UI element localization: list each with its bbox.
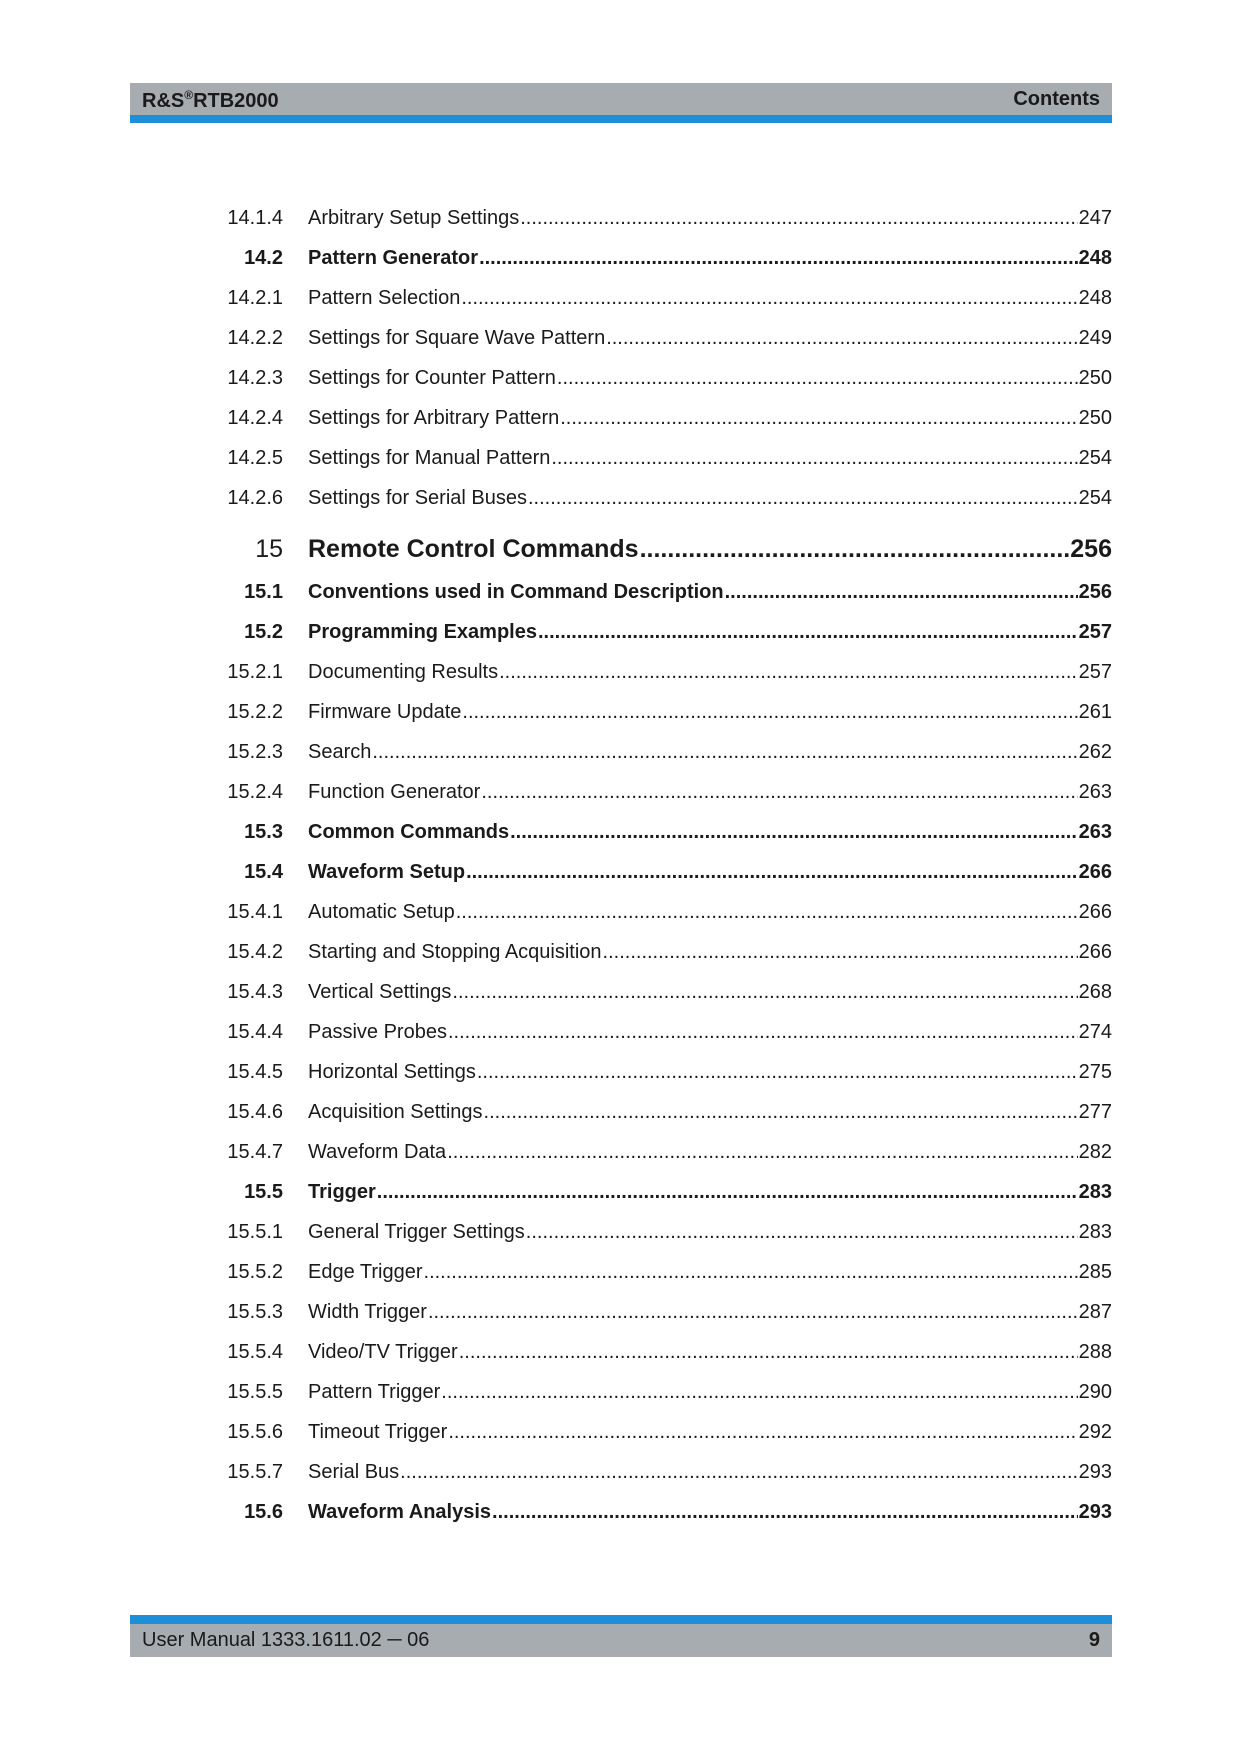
toc-entry-page[interactable]: 287: [1078, 1301, 1112, 1323]
toc-entry-number: 15.2.1: [227, 661, 283, 683]
toc-leader-dots: [640, 526, 1070, 572]
toc-leader-dots: [484, 1092, 1078, 1132]
toc-entry-number: 15.4.2: [227, 941, 283, 963]
toc-leader-dots: [603, 932, 1078, 972]
toc-entry[interactable]: [130, 1172, 1112, 1212]
toc-entry-page[interactable]: 290: [1078, 1381, 1112, 1403]
toc-entry-page[interactable]: 288: [1078, 1341, 1112, 1363]
toc-entry[interactable]: [130, 932, 1112, 972]
toc-entry-title[interactable]: Waveform Setup: [308, 861, 466, 883]
toc-entry-page[interactable]: 293: [1078, 1461, 1112, 1483]
toc-entry-page[interactable]: 261: [1078, 701, 1112, 723]
toc-entry[interactable]: [130, 358, 1112, 398]
toc-entry[interactable]: [130, 692, 1112, 732]
toc-leader-dots: [510, 812, 1078, 852]
toc-entry[interactable]: [130, 852, 1112, 892]
toc-entry-title[interactable]: Acquisition Settings: [308, 1101, 483, 1123]
toc-entry-page[interactable]: 293: [1078, 1501, 1112, 1523]
toc-entry-number: 15.1: [244, 581, 283, 603]
toc-entry-page[interactable]: 248: [1078, 247, 1112, 269]
toc-entry-title[interactable]: Function Generator: [308, 781, 481, 803]
toc-entry-title[interactable]: Settings for Manual Pattern: [308, 447, 551, 469]
toc-entry[interactable]: [130, 1372, 1112, 1412]
toc-entry-page[interactable]: 275: [1078, 1061, 1112, 1083]
toc-entry-page[interactable]: 263: [1078, 821, 1112, 843]
toc-entry-page[interactable]: 285: [1078, 1261, 1112, 1283]
toc-entry-title[interactable]: Remote Control Commands: [308, 535, 639, 563]
toc-entry-title[interactable]: Documenting Results: [308, 661, 499, 683]
toc-entry[interactable]: [130, 732, 1112, 772]
toc-entry-page[interactable]: 283: [1078, 1181, 1112, 1203]
toc-entry-page[interactable]: 254: [1078, 487, 1112, 509]
toc-entry[interactable]: [130, 1132, 1112, 1172]
toc-entry-title[interactable]: Settings for Arbitrary Pattern: [308, 407, 560, 429]
toc-entry-page[interactable]: 250: [1078, 407, 1112, 429]
toc-entry[interactable]: [130, 1292, 1112, 1332]
toc-entry[interactable]: [130, 478, 1112, 518]
toc-entry-title[interactable]: Starting and Stopping Acquisition: [308, 941, 602, 963]
toc-entry-title[interactable]: Waveform Data: [308, 1141, 447, 1163]
toc-entry[interactable]: [130, 198, 1112, 238]
toc-entry-page[interactable]: 256: [1078, 581, 1112, 603]
toc-entry-page[interactable]: 263: [1078, 781, 1112, 803]
toc-entry[interactable]: [130, 892, 1112, 932]
toc-leader-dots: [448, 1012, 1078, 1052]
toc-entry-number: 15.5: [244, 1181, 283, 1203]
toc-leader-dots: [725, 572, 1078, 612]
toc-entry-title[interactable]: Passive Probes: [308, 1021, 447, 1043]
toc-entry-title[interactable]: Pattern Trigger: [308, 1381, 441, 1403]
toc-entry-number: 15.6: [244, 1501, 283, 1523]
toc-entry-title[interactable]: Waveform Analysis: [308, 1501, 492, 1523]
toc-entry-number: 15.5.5: [227, 1381, 283, 1403]
toc-entry[interactable]: [130, 612, 1112, 652]
footer-page-number: 9: [1088, 1629, 1100, 1651]
toc-entry[interactable]: [130, 812, 1112, 852]
toc-entry-number: 14.2.5: [227, 447, 283, 469]
toc-entry-number: 15.2.2: [227, 701, 283, 723]
toc-entry[interactable]: [130, 438, 1112, 478]
toc-entry-title[interactable]: Settings for Counter Pattern: [308, 367, 556, 389]
toc-entry-page[interactable]: 283: [1078, 1221, 1112, 1243]
toc-entry[interactable]: [130, 772, 1112, 812]
header-product-name: R&S®RTB2000: [142, 88, 279, 112]
toc-entry-page[interactable]: 266: [1078, 861, 1112, 883]
toc-entry-title[interactable]: Arbitrary Setup Settings: [308, 207, 520, 229]
toc-leader-dots: [479, 238, 1078, 278]
toc-entry-number: 15.2: [244, 621, 283, 643]
toc-entry-title[interactable]: Pattern Selection: [308, 287, 461, 309]
toc-leader-dots: [462, 692, 1077, 732]
toc-leader-dots: [456, 892, 1078, 932]
toc-entry-number: 14.2.3: [227, 367, 283, 389]
toc-entry-number: 15.5.1: [227, 1221, 283, 1243]
toc-entry-number: 15.4.4: [227, 1021, 283, 1043]
toc-entry-page[interactable]: 254: [1078, 447, 1112, 469]
table-of-contents: [130, 198, 1112, 1532]
toc-entry-number: 14.2: [244, 247, 283, 269]
toc-entry[interactable]: [130, 652, 1112, 692]
toc-leader-dots: [520, 198, 1077, 238]
toc-entry-title[interactable]: Video/TV Trigger: [308, 1341, 458, 1363]
toc-entry-number: 15.4: [244, 861, 283, 883]
toc-leader-dots: [377, 1172, 1078, 1212]
toc-leader-dots: [481, 772, 1077, 812]
footer-manual-id: User Manual 1333.1611.02 ─ 06: [142, 1629, 430, 1651]
toc-entry-number: 15.4.7: [227, 1141, 283, 1163]
toc-entry-page[interactable]: 262: [1078, 741, 1112, 763]
toc-entry-number: 14.2.2: [227, 327, 283, 349]
toc-entry-title[interactable]: Programming Examples: [308, 621, 537, 643]
toc-entry[interactable]: [130, 1052, 1112, 1092]
toc-leader-dots: [557, 358, 1078, 398]
toc-entry-title[interactable]: Width Trigger: [308, 1301, 427, 1323]
toc-entry-page[interactable]: 266: [1078, 941, 1112, 963]
toc-entry-number: 15.5.4: [227, 1341, 283, 1363]
toc-entry-number: 15.4.5: [227, 1061, 283, 1083]
toc-leader-dots: [538, 612, 1078, 652]
toc-entry-number: 15: [255, 535, 283, 563]
toc-entry-title[interactable]: Conventions used in Command Description: [308, 581, 724, 603]
toc-leader-dots: [400, 1452, 1077, 1492]
toc-entry-page[interactable]: 257: [1078, 661, 1112, 683]
toc-entry-number: 15.4.3: [227, 981, 283, 1003]
toc-entry-page[interactable]: 247: [1078, 207, 1112, 229]
toc-entry[interactable]: [130, 526, 1112, 572]
toc-leader-dots: [428, 1292, 1078, 1332]
toc-entry[interactable]: [130, 972, 1112, 1012]
header-section-title: Contents: [1013, 88, 1100, 110]
toc-entry-title[interactable]: General Trigger Settings: [308, 1221, 525, 1243]
toc-entry[interactable]: [130, 1252, 1112, 1292]
toc-leader-dots: [447, 1132, 1077, 1172]
toc-entry-title[interactable]: Timeout Trigger: [308, 1421, 448, 1443]
toc-entry-number: 15.4.6: [227, 1101, 283, 1123]
toc-entry-page[interactable]: 256: [1070, 535, 1112, 563]
toc-entry-page[interactable]: 268: [1078, 981, 1112, 1003]
toc-entry[interactable]: [130, 1092, 1112, 1132]
toc-entry[interactable]: [130, 1332, 1112, 1372]
toc-entry[interactable]: [130, 1212, 1112, 1252]
page-footer: [130, 1615, 1112, 1657]
toc-entry-title[interactable]: Settings for Serial Buses: [308, 487, 527, 509]
toc-entry[interactable]: [130, 1452, 1112, 1492]
toc-entry[interactable]: [130, 398, 1112, 438]
toc-entry-title[interactable]: Vertical Settings: [308, 981, 452, 1003]
toc-entry-number: 15.2.4: [227, 781, 283, 803]
toc-entry-title[interactable]: Serial Bus: [308, 1461, 400, 1483]
toc-leader-dots: [448, 1412, 1077, 1452]
toc-leader-dots: [499, 652, 1078, 692]
toc-entry-page[interactable]: 250: [1078, 367, 1112, 389]
toc-entry-title[interactable]: Automatic Setup: [308, 901, 455, 923]
toc-entry-number: 15.2.3: [227, 741, 283, 763]
toc-leader-dots: [528, 478, 1078, 518]
toc-entry-page[interactable]: 266: [1078, 901, 1112, 923]
toc-entry-title[interactable]: Horizontal Settings: [308, 1061, 476, 1083]
toc-entry-title[interactable]: Settings for Square Wave Pattern: [308, 327, 606, 349]
toc-entry-number: 14.2.1: [227, 287, 283, 309]
toc-leader-dots: [492, 1492, 1078, 1532]
toc-leader-dots: [560, 398, 1077, 438]
toc-leader-dots: [372, 732, 1077, 772]
toc-leader-dots: [424, 1252, 1078, 1292]
toc-leader-dots: [466, 852, 1078, 892]
toc-leader-dots: [441, 1372, 1077, 1412]
toc-leader-dots: [452, 972, 1077, 1012]
toc-entry-number: 15.5.6: [227, 1421, 283, 1443]
toc-entry-title[interactable]: Search: [308, 741, 372, 763]
toc-entry-title[interactable]: Trigger: [308, 1181, 376, 1203]
toc-entry-page[interactable]: 248: [1078, 287, 1112, 309]
toc-entry-page[interactable]: 292: [1078, 1421, 1112, 1443]
toc-entry-page[interactable]: 274: [1078, 1021, 1112, 1043]
toc-entry[interactable]: [130, 1412, 1112, 1452]
toc-entry-number: 15.4.1: [227, 901, 283, 923]
toc-leader-dots: [551, 438, 1077, 478]
toc-entry[interactable]: [130, 1492, 1112, 1532]
page-header: [130, 83, 1112, 123]
toc-entry-title[interactable]: Firmware Update: [308, 701, 462, 723]
toc-leader-dots: [459, 1332, 1078, 1372]
toc-entry-number: 15.5.7: [227, 1461, 283, 1483]
toc-entry-page[interactable]: 249: [1078, 327, 1112, 349]
toc-leader-dots: [461, 278, 1077, 318]
toc-entry[interactable]: [130, 278, 1112, 318]
toc-entry-page[interactable]: 282: [1078, 1141, 1112, 1163]
toc-leader-dots: [606, 318, 1077, 358]
toc-entry-number: 14.1.4: [227, 207, 283, 229]
toc-entry-number: 14.2.4: [227, 407, 283, 429]
toc-leader-dots: [477, 1052, 1078, 1092]
toc-entry-page[interactable]: 277: [1078, 1101, 1112, 1123]
toc-entry-page[interactable]: 257: [1078, 621, 1112, 643]
toc-entry-title[interactable]: Edge Trigger: [308, 1261, 423, 1283]
toc-entry-number: 14.2.6: [227, 487, 283, 509]
toc-entry[interactable]: [130, 1012, 1112, 1052]
toc-entry-number: 15.5.2: [227, 1261, 283, 1283]
toc-entry[interactable]: [130, 318, 1112, 358]
toc-entry[interactable]: [130, 238, 1112, 278]
toc-leader-dots: [526, 1212, 1078, 1252]
toc-entry-number: 15.5.3: [227, 1301, 283, 1323]
toc-entry-title[interactable]: Pattern Generator: [308, 247, 479, 269]
toc-entry[interactable]: [130, 572, 1112, 612]
toc-entry-title[interactable]: Common Commands: [308, 821, 510, 843]
toc-entry-number: 15.3: [244, 821, 283, 843]
